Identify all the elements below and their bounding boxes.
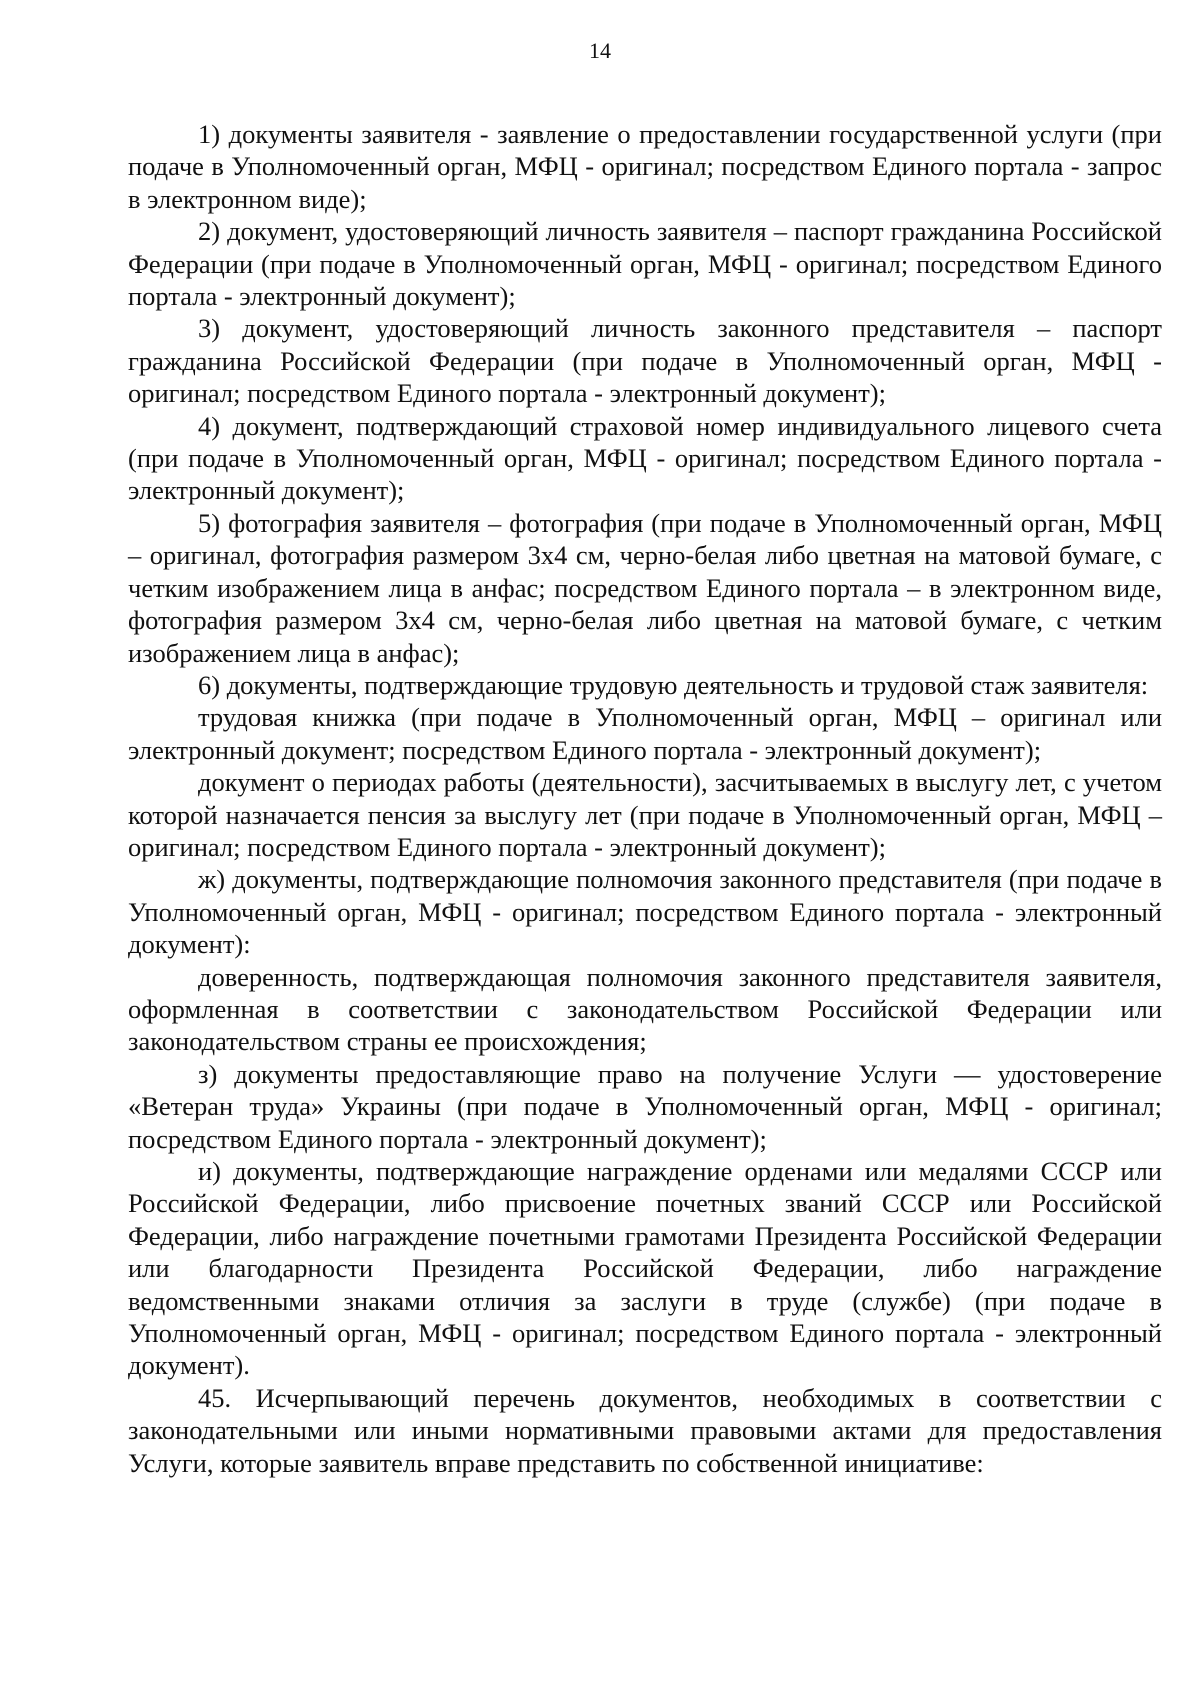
- paragraph-item-zh: ж) документы, подтверждающие полномочия законного представителя (при подаче в Уполномоченный орган, МФЦ - оригинал; посредством Единого портала - электронный документ):: [128, 864, 1162, 960]
- paragraph-section-45: 45. Исчерпывающий перечень документов, необходимых в соответствии с законодательными или иными нормативными правовыми актами для предоставления Услуги, которые заявитель вправе представить по собственной инициативе:: [128, 1382, 1162, 1478]
- paragraph-item-1: 1) документы заявителя - заявление о предоставлении государственной услуги (при подаче в Уполномоченный орган, МФЦ - оригинал; посредством Единого портала - запрос в электронном виде);: [128, 119, 1162, 214]
- paragraph-item-3: 3) документ, удостоверяющий личность законного представителя – паспорт гражданина Российской Федерации (при подаче в Уполномоченный орган, МФЦ - оригинал; посредством Единого портала - электронный документ);: [128, 313, 1162, 409]
- paragraph-item-2: 2) документ, удостоверяющий личность заявителя – паспорт гражданина Российской Федерации (при подаче в Уполномоченный орган, МФЦ - оригинал; посредством Единого портала - электронный документ);: [128, 216, 1162, 312]
- document-body: [128, 118, 1162, 1479]
- paragraph-labor-book: трудовая книжка (при подаче в Уполномоченный орган, МФЦ – оригинал или электронный документ; посредством Единого портала - электронный документ);: [128, 702, 1162, 765]
- paragraph-item-6: 6) документы, подтверждающие трудовую деятельность и трудовой стаж заявителя:: [198, 669, 1149, 700]
- paragraph-item-i: и) документы, подтверждающие награждение орденами или медалями СССР или Российской Федерации, либо присвоение почетных званий СССР или Российской Федерации, либо награждение почетными грамотами Президента Российской Федерации или благодарности Президента Российской Федерации, либо награждение ведомственными знаками отличия за заслуги в труде (службе) (при подаче в Уполномоченный орган, МФЦ - оригинал; посредством Единого портала - электронный документ).: [128, 1156, 1162, 1381]
- paragraph-item-z: з) документы предоставляющие право на получение Услуги — удостоверение «Ветеран труда» Украины (при подаче в Уполномоченный орган, МФЦ - оригинал; посредством Единого портала - электронный документ);: [128, 1058, 1162, 1154]
- paragraph-item-4: 4) документ, подтверждающий страховой номер индивидуального лицевого счета (при подаче в Уполномоченный орган, МФЦ - оригинал; посредством Единого портала - электронный документ);: [128, 410, 1162, 506]
- page-number: 14: [589, 38, 611, 63]
- paragraph-work-periods: документ о периодах работы (деятельности), засчитываемых в выслугу лет, с учетом которой назначается пенсия за выслугу лет (при подаче в Уполномоченный орган, МФЦ – оригинал; посредством Единого портала - электронный документ);: [128, 767, 1162, 862]
- paragraph-power-of-attorney: доверенность, подтверждающая полномочия законного представителя заявителя, оформленная в соответствии с законодательством Российской Федерации или законодательством страны ее происхождения;: [128, 961, 1162, 1057]
- paragraph-item-5: 5) фотография заявителя – фотография (при подаче в Уполномоченный орган, МФЦ – оригинал, фотография размером 3х4 см, черно-белая либо цветная на матовой бумаге, с четким изображением лица в анфас; посредством Единого портала – в электронном виде, фотография размером 3х4 см, черно-белая либо цветная на матовой бумаге, с четким изображением лица в анфас);: [128, 507, 1162, 668]
